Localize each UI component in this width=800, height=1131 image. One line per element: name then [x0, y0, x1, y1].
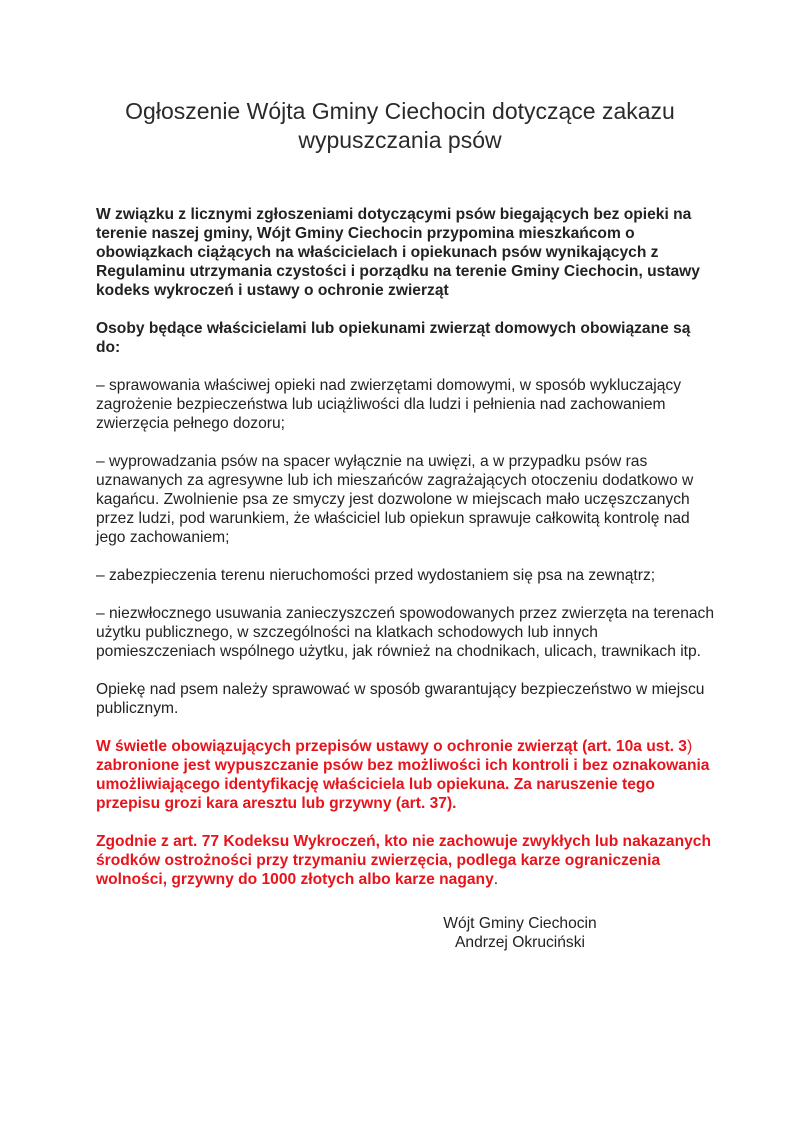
obligations-heading: Osoby będące właścicielami lub opiekunami zwierząt domowych obowiązane są do: — [96, 320, 691, 356]
document-title: Ogłoszenie Wójta Gminy Ciechocin dotyczące zakazu wypuszczania psów — [125, 98, 675, 153]
obligation-item: – sprawowania właściwej opieki nad zwierzętami domowymi, w sposób wykluczający zagrożenie bezpieczeństwa lub uciążliwości dla ludzi i pełnienia nad zachowaniem zwierzęcia pełnego dozoru; — [96, 377, 681, 432]
spacer — [96, 547, 716, 566]
obligation-item: – niezwłocznego usuwania zanieczyszczeń spowodowanych przez zwierzęta na terenach użytku publicznego, w szczególności na klatkach schodowych lub innych pomieszczeniach wspólnego użytku, jak również na chodnikach, ulicach, trawnikach itp. — [96, 605, 715, 660]
care-note: Opiekę nad psem należy sprawować w sposób gwarantujący bezpieczeństwo w miejscu publicznym. — [96, 681, 705, 717]
spacer — [96, 585, 716, 604]
warning-text: Zgodnie z art. 77 Kodeksu Wykroczeń, kto nie zachowuje zwykłych lub nakazanych środków ostrożności przy trzymaniu zwierzęcia, podlega karze ograniczenia wolności, grzywny do 1000 złotych albo karze nagany — [96, 833, 711, 888]
spacer — [96, 357, 716, 376]
spacer — [96, 433, 716, 452]
spacer — [96, 718, 716, 737]
signature-name: Andrzej Okruciński — [455, 934, 585, 951]
signature-office: Wójt Gminy Ciechocin — [443, 915, 597, 932]
spacer — [96, 661, 716, 680]
warning-trailing-period: . — [493, 871, 499, 888]
intro-paragraph: W związku z licznymi zgłoszeniami dotyczącymi psów biegających bez opieki na terenie naszej gminy, Wójt Gminy Ciechocin przypomina mieszkańcom o obowiązkach ciążących na właścicielach i opiekunach psów wynikających z Regulaminu utrzymania czystości i porządku na terenie Gminy Ciechocin, ustawy kodeks wykroczeń i ustawy o ochronie zwierząt — [96, 206, 700, 299]
obligation-item: – wyprowadzania psów na spacer wyłącznie na uwięzi, a w przypadku psów ras uznawanych za agresywne lub ich mieszańców zagrażających otoczeniu dodatkowo w kagańcu. Zwolnienie psa ze smyczy jest dozwolone w miejscach mało uczęszczanych przez ludzi, pod warunkiem, że właściciel lub opiekun sprawuje całkowitą kontrolę nad jego zachowaniem; — [96, 453, 694, 546]
obligation-item: – zabezpieczenia terenu nieruchomości przed wydostaniem się psa na zewnątrz; — [96, 567, 656, 584]
spacer — [96, 813, 716, 832]
warning-text-a: W świetle obowiązujących przepisów ustawy o ochronie zwierząt (art. 10a ust. 3 — [96, 738, 687, 755]
spacer — [96, 300, 716, 319]
warning-paren: ) — [686, 738, 693, 755]
signature-block — [420, 914, 620, 952]
warning-paragraph-animal-protection — [96, 737, 716, 813]
document-body — [96, 205, 716, 889]
warning-text-c: zabronione jest wypuszczanie psów bez możliwości ich kontroli i bez oznakowania umożliwiającego identyfikację właściciela lub opiekuna. Za naruszenie tego przepisu grozi kara aresztu lub grzywny (art. 37). — [96, 757, 710, 812]
warning-paragraph-misdemeanour-code — [96, 832, 716, 889]
